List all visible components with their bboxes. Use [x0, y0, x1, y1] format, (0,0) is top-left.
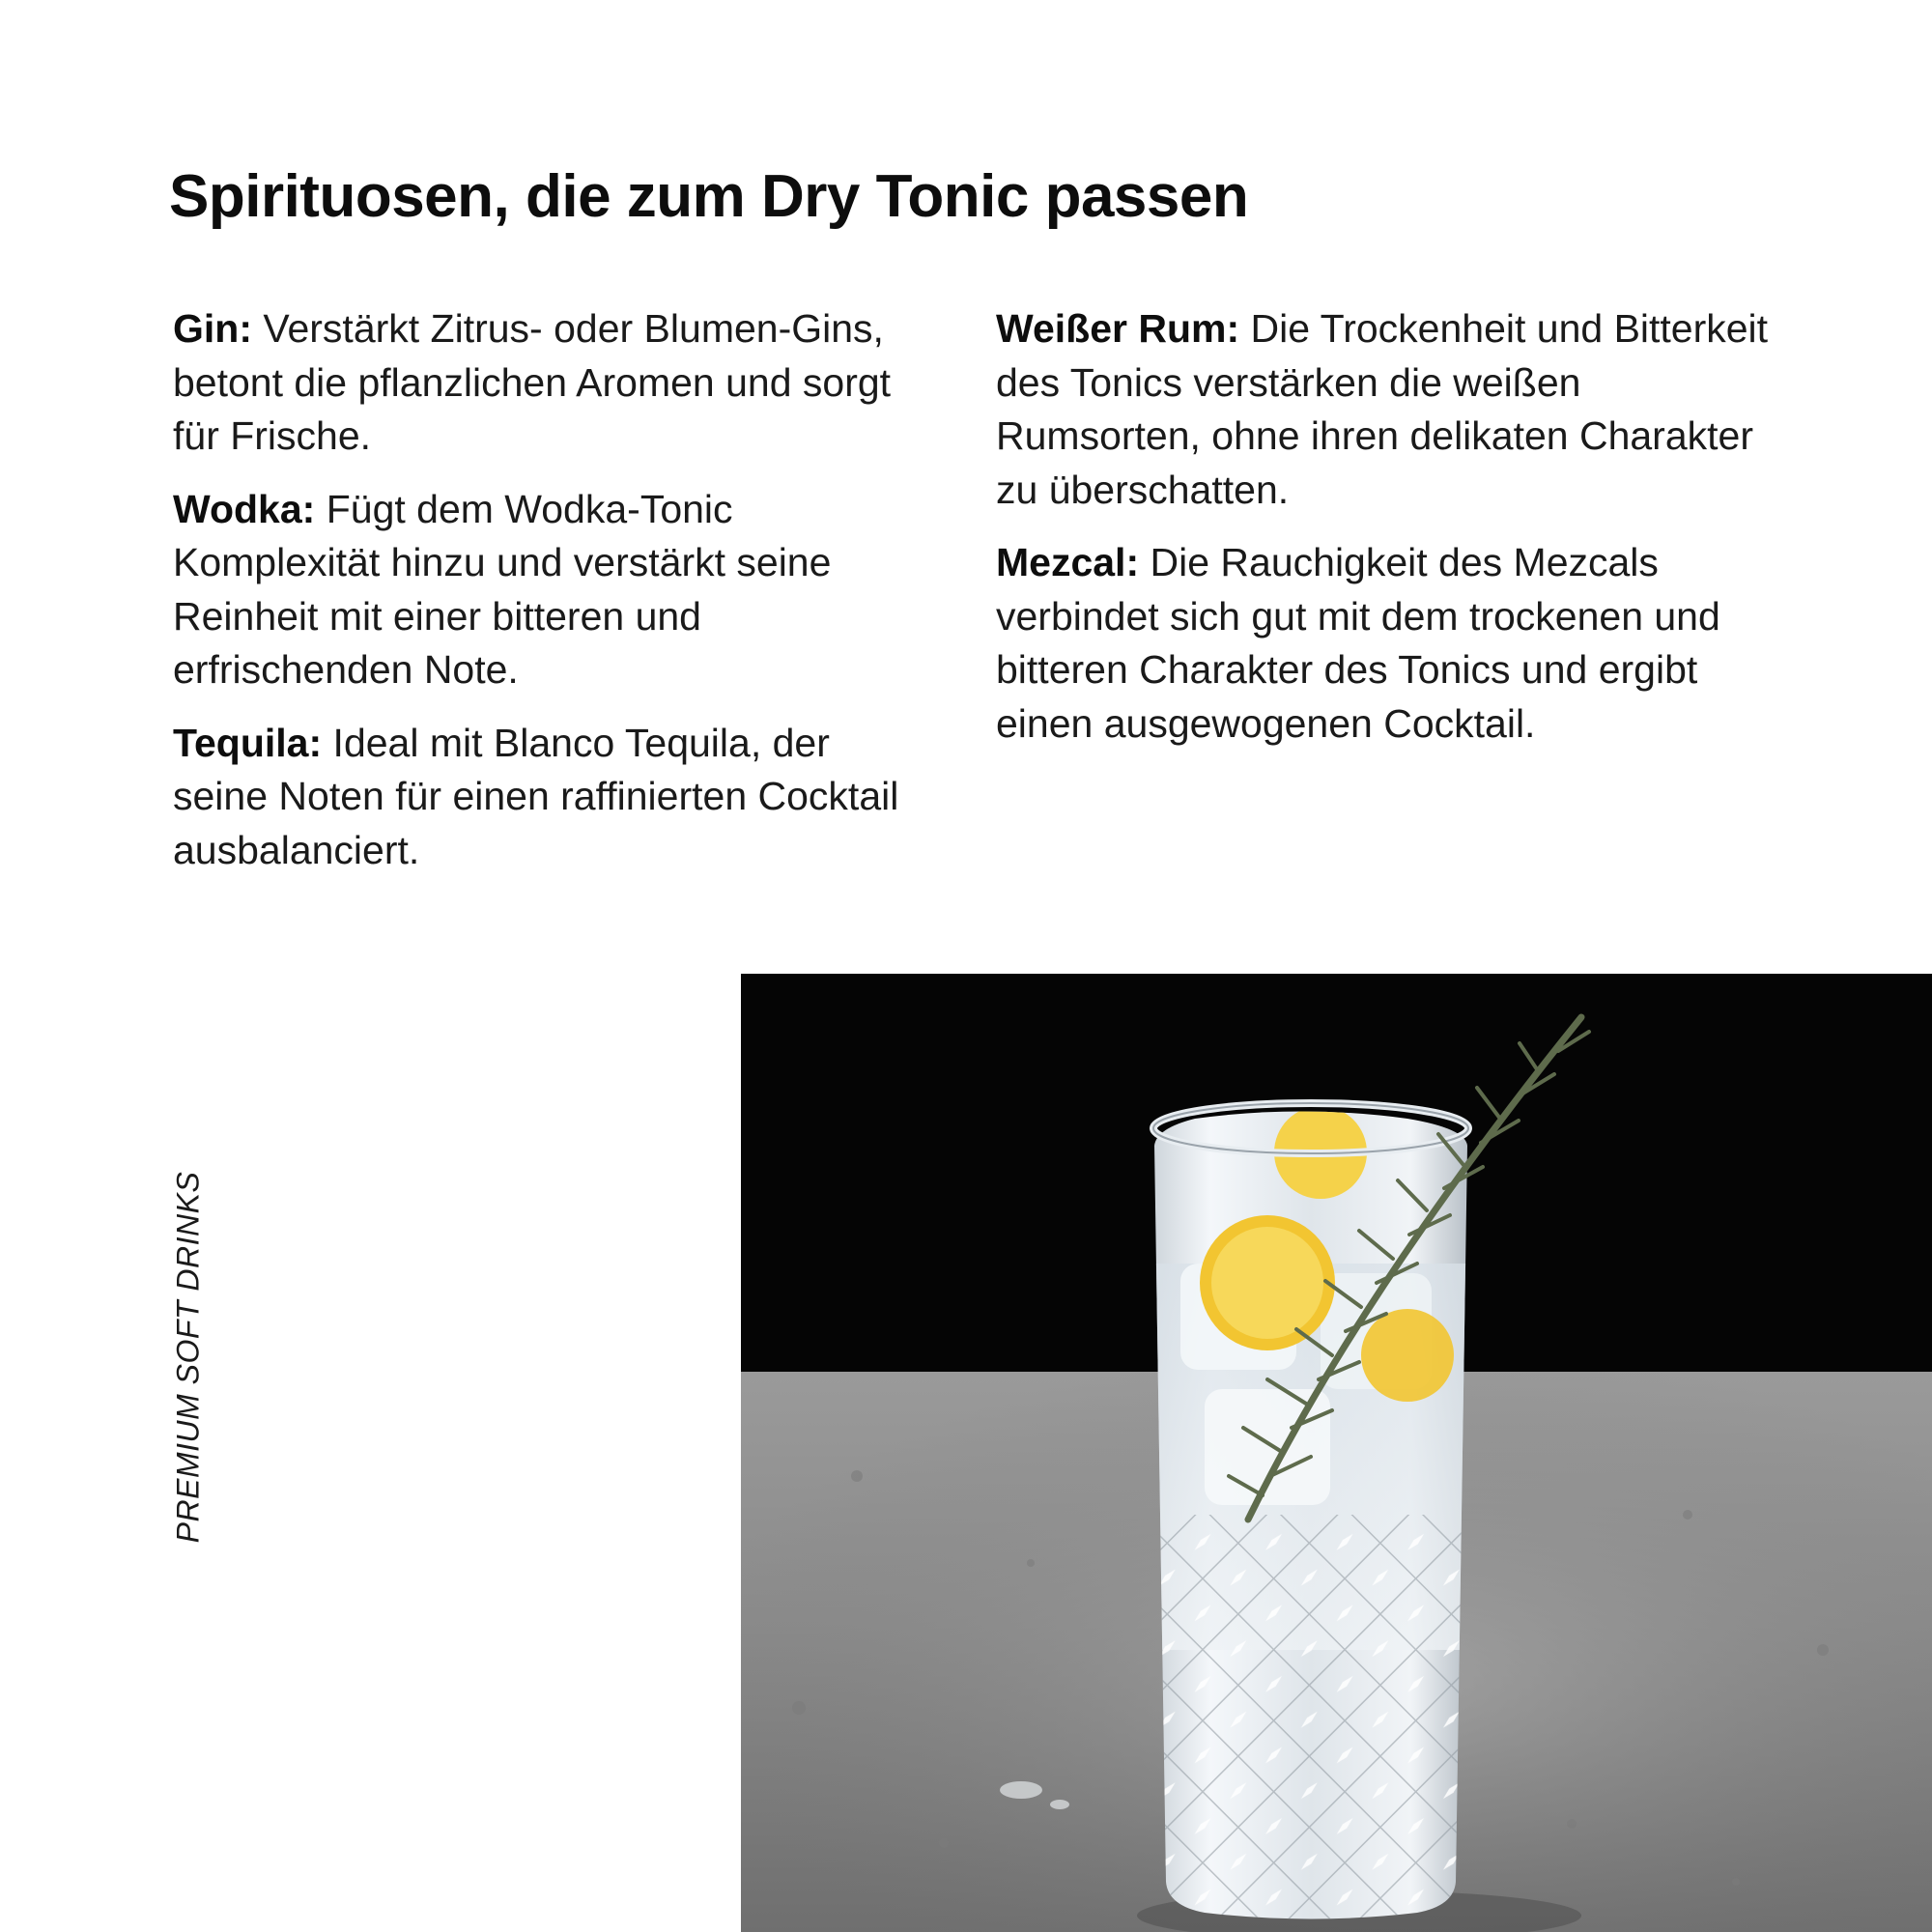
gin-tonic-photo	[741, 974, 1932, 1932]
right-column	[996, 302, 1769, 770]
side-label: PREMIUM SOFT DRINKS	[170, 1171, 206, 1544]
entry-wodka	[173, 483, 917, 697]
entry-gin	[173, 302, 917, 464]
entry-text: Die Trockenheit und Bitterkeit des Tonics verstärken die weißen Rumsorten, ohne ihren delikaten Charakter zu überschatten.	[996, 306, 1769, 512]
entry-term: Weißer Rum:	[996, 306, 1240, 351]
entry-text: Die Rauchigkeit des Mezcals verbindet sich gut mit dem trockenen und bitteren Charakter des Tonics und ergibt einen ausgewogenen Cocktail.	[996, 540, 1720, 746]
entry-text: Verstärkt Zitrus- oder Blumen-Gins, betont die pflanzlichen Aromen und sorgt für Frische.	[173, 306, 892, 458]
entry-term: Mezcal:	[996, 540, 1140, 584]
page-title: Spirituosen, die zum Dry Tonic passen	[169, 163, 1249, 230]
entry-term: Tequila:	[173, 720, 323, 765]
entry-term: Gin:	[173, 306, 252, 351]
gin-tonic-glass-illustration	[741, 974, 1932, 1932]
entry-tequila	[173, 717, 917, 878]
entry-weisser-rum	[996, 302, 1769, 517]
left-column	[173, 302, 917, 896]
entry-text: Fügt dem Wodka-Tonic Komplexität hinzu und verstärkt seine Reinheit mit einer bitteren und erfrischenden Note.	[173, 486, 832, 692]
entry-term: Wodka:	[173, 486, 316, 531]
entry-mezcal	[996, 536, 1769, 751]
entry-text: Ideal mit Blanco Tequila, der seine Noten für einen raffinierten Cocktail ausbalanciert.	[173, 720, 899, 872]
